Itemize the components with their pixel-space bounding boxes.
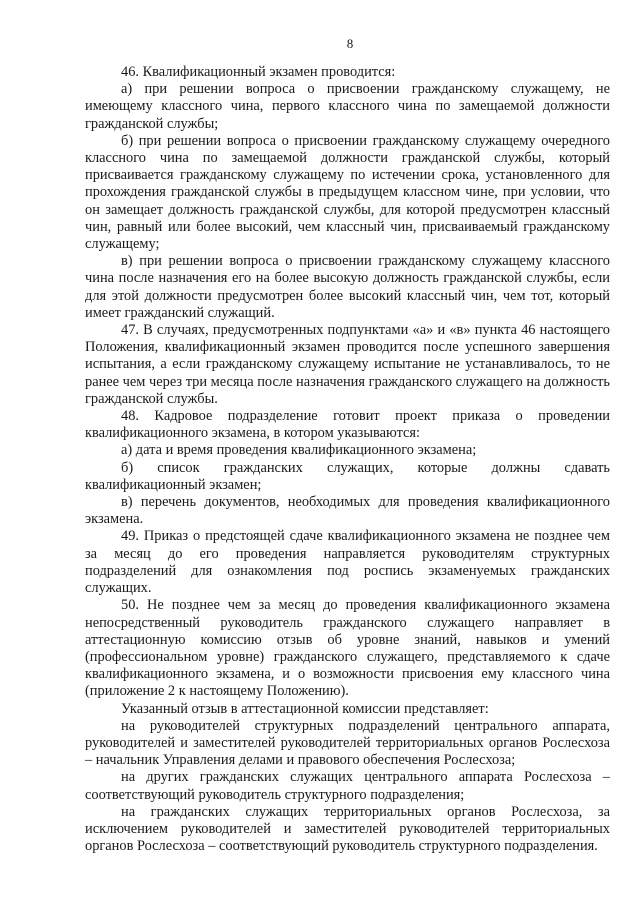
paragraph-50: 50. Не позднее чем за месяц до проведения квалификационного экзамена непосредственный руководитель гражданского служащего направляет в аттестационную комиссию отзыв об уровне знаний, навыков и умений (профессиональном уровне) гражданского служащего, представляемого к сдаче квалификационного экзамена, и о возможности присвоения ему классного чина (приложение 2 к настоящему Положению).: [85, 597, 610, 700]
paragraph-48-a: а) дата и время проведения квалификационного экзамена;: [121, 442, 477, 459]
paragraph-48-intro: 48. Кадровое подразделение готовит проект приказа о проведении квалификационного экзамена, в котором указываются:: [85, 408, 610, 442]
paragraph-review-territorial: на гражданских служащих территориальных органов Рослесхоза, за исключением руководителей и заместителей руководителей территориальных органов Рослесхоза – соответствующий руководитель структурного подразделения.: [85, 803, 610, 855]
paragraph-review-central: на других гражданских служащих центрального аппарата Рослесхоза – соответствующий руководитель структурного подразделения;: [85, 769, 610, 803]
paragraph-review-heads: на руководителей структурных подразделений центрального аппарата, руководителей и заместителей руководителей территориальных органов Рослесхоза – начальник Управления делами и правового обеспечения Рослесхоза;: [85, 717, 610, 769]
paragraph-48-b: б) список гражданских служащих, которые должны сдавать квалификационный экзамен;: [85, 459, 610, 493]
document-body: [85, 64, 610, 855]
paragraph-46-v: в) при решении вопроса о присвоении гражданскому служащему классного чина после назначения его на более высокую должность гражданской службы, если для этой должности предусмотрен более высокий классный чин, чем тот, который имеет гражданский служащий.: [85, 253, 610, 321]
paragraph-48-v: в) перечень документов, необходимых для проведения квалификационного экзамена.: [85, 494, 610, 528]
page-number: 8: [346, 36, 354, 51]
paragraph-46-a: а) при решении вопроса о присвоении гражданскому служащему, не имеющему классного чина, первого классного чина по замещаемой должности гражданской службы;: [85, 81, 610, 132]
paragraph-47: 47. В случаях, предусмотренных подпунктами «а» и «в» пункта 46 настоящего Положения, квалификационный экзамен проводится после успешного завершения испытания, а если гражданскому служащему испытание не устанавливалось, то не ранее чем через три месяца после назначения гражданского служащего на должность гражданской службы.: [85, 322, 610, 407]
paragraph-46-b: б) при решении вопроса о присвоении гражданскому служащему очередного классного чина по замещаемой должности гражданской службы, который присваивается гражданскому служащему по истечении срока, установленного для прохождения гражданской службы в предыдущем классном чине, при условии, что он замещает должность гражданской службы, для которой предусмотрен классный чин, равный или более высокий, чем классный чин, присваиваемый гражданскому служащему;: [85, 132, 610, 253]
paragraph-46-intro: 46. Квалификационный экзамен проводится:: [121, 64, 396, 80]
paragraph-49: 49. Приказ о предстоящей сдаче квалификационного экзамена не позднее чем за месяц до его проведения направляется руководителям структурных подразделений для ознакомления под роспись экзаменуемых гражданских служащих.: [85, 528, 610, 597]
paragraph-review-intro: Указанный отзыв в аттестационной комиссии представляет:: [121, 700, 489, 717]
